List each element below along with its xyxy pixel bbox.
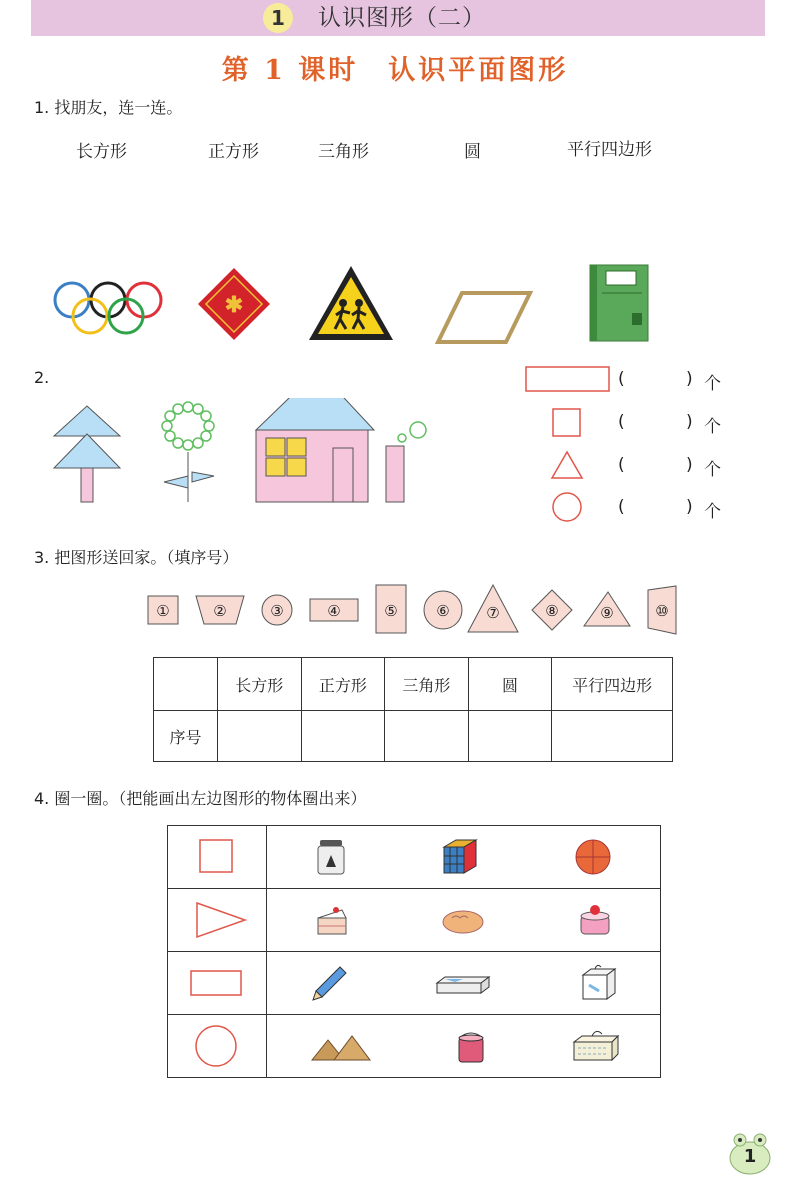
q1-label-triangle[interactable]: 三角形 — [318, 142, 369, 162]
q2-close-paren-4: ) — [686, 497, 693, 517]
q3-header-square: 正方形 — [301, 658, 385, 711]
shape-number-2: ② — [213, 602, 227, 620]
q2-unit-4: 个 — [704, 502, 721, 522]
q1-label-square[interactable]: 正方形 — [208, 142, 259, 162]
q3-answer-cell-rectangle[interactable] — [218, 711, 302, 762]
tissue-box-flat-icon[interactable] — [570, 1026, 620, 1066]
q2-answer-rectangle[interactable] — [632, 368, 684, 392]
shape-number-3: ③ — [270, 602, 284, 620]
shape-number-9: ⑨ — [600, 604, 614, 622]
q1-label-parallelogram[interactable]: 平行四边形 — [567, 140, 652, 160]
q2-circle-shape — [551, 491, 583, 523]
q4-row-items-circle — [267, 1015, 661, 1078]
q2-open-paren-4: ( — [618, 497, 625, 517]
shape-number-10: ⑩ — [655, 602, 669, 620]
cake-slice-icon[interactable] — [312, 900, 352, 940]
shape-number-8: ⑧ — [545, 602, 559, 620]
q2-answer-square[interactable] — [632, 411, 684, 435]
q2-square-shape — [552, 408, 582, 438]
q2-close-paren-3: ) — [686, 455, 693, 475]
paint-bucket-icon[interactable] — [451, 1026, 491, 1066]
q2-open-paren-1: ( — [618, 369, 625, 389]
q2-open-paren-2: ( — [618, 412, 625, 432]
shape-number-1: ① — [156, 602, 170, 620]
glass-jar-icon[interactable] — [314, 837, 348, 877]
q3-answer-cell-triangle[interactable] — [385, 711, 469, 762]
basketball-icon[interactable] — [573, 837, 613, 877]
pencil-case-icon[interactable] — [433, 963, 493, 1003]
lesson-title: 第 1 课时 认识平面图形 — [221, 55, 569, 86]
q4-row-shape-square — [168, 826, 267, 889]
page-number: 1 — [743, 1146, 757, 1167]
q3-answer-table — [153, 657, 673, 762]
q2-answer-circle[interactable] — [632, 496, 684, 520]
pyramids-icon[interactable] — [308, 1026, 372, 1066]
school-crossing-sign-icon[interactable] — [306, 263, 396, 343]
tissue-box-icon[interactable] — [577, 963, 617, 1003]
q4-row-shape-circle — [168, 1015, 267, 1078]
olympic-rings-icon[interactable] — [52, 280, 164, 338]
q2-rectangle-shape — [525, 366, 611, 392]
q3-numbered-shapes — [140, 582, 685, 638]
q4-row-items-triangle — [267, 889, 661, 952]
q4-row-items-rectangle — [267, 952, 661, 1015]
unit-number-badge: 1 — [263, 3, 293, 33]
shape-number-5: ⑤ — [384, 602, 398, 620]
q4-row-shape-triangle — [168, 889, 267, 952]
pencil-icon[interactable] — [310, 963, 350, 1003]
q3-row-label: 序号 — [154, 711, 218, 762]
q2-answer-triangle[interactable] — [632, 454, 684, 478]
q2-unit-1: 个 — [704, 374, 721, 394]
q2-unit-3: 个 — [704, 460, 721, 480]
q3-header-rectangle: 长方形 — [218, 658, 302, 711]
shape-number-7: ⑦ — [486, 604, 500, 622]
question-2-prompt: 2. — [34, 368, 50, 387]
q1-label-circle[interactable]: 圆 — [464, 142, 481, 162]
circle-outline-icon — [169, 1024, 265, 1068]
q4-row-shape-rectangle — [168, 952, 267, 1015]
q3-header-blank — [154, 658, 218, 711]
q2-open-paren-3: ( — [618, 455, 625, 475]
square-outline-icon — [169, 837, 265, 877]
strawberry-cake-icon[interactable] — [575, 900, 615, 940]
svg-text:✱: ✱ — [224, 292, 244, 318]
fu-diamond-icon[interactable] — [196, 266, 272, 342]
q3-header-parallelogram: 平行四边形 — [552, 658, 673, 711]
q3-header-triangle: 三角形 — [385, 658, 469, 711]
triangle-outline-icon — [169, 900, 265, 940]
q1-label-rectangle[interactable]: 长方形 — [76, 142, 127, 162]
green-book-icon[interactable] — [588, 263, 650, 343]
rectangle-outline-icon — [169, 963, 265, 1003]
rubiks-cube-icon[interactable] — [440, 837, 480, 877]
parallelogram-frame-icon[interactable] — [434, 290, 534, 346]
q2-close-paren-1: ) — [686, 369, 693, 389]
question-1-prompt: 1. 找朋友，连一连。 — [34, 98, 183, 117]
q4-row-items-square — [267, 826, 661, 889]
q3-answer-cell-circle[interactable] — [468, 711, 552, 762]
q3-answer-cell-parallelogram[interactable] — [552, 711, 673, 762]
bread-loaf-icon[interactable] — [440, 900, 486, 940]
shape-number-6: ⑥ — [436, 602, 450, 620]
unit-title: 认识图形（二） — [318, 5, 486, 31]
q2-triangle-shape — [550, 450, 584, 480]
q3-answer-cell-square[interactable] — [301, 711, 385, 762]
q2-close-paren-2: ) — [686, 412, 693, 432]
q3-header-circle: 圆 — [468, 658, 552, 711]
question-3-prompt: 3. 把图形送回家。（填序号） — [34, 548, 239, 567]
question-4-prompt: 4. 圈一圈。（把能画出左边图形的物体圈出来） — [34, 789, 367, 808]
shapes-scene-illustration — [50, 398, 435, 510]
shape-number-4: ④ — [327, 602, 341, 620]
q2-unit-2: 个 — [704, 417, 721, 437]
q4-object-table — [167, 825, 661, 1078]
